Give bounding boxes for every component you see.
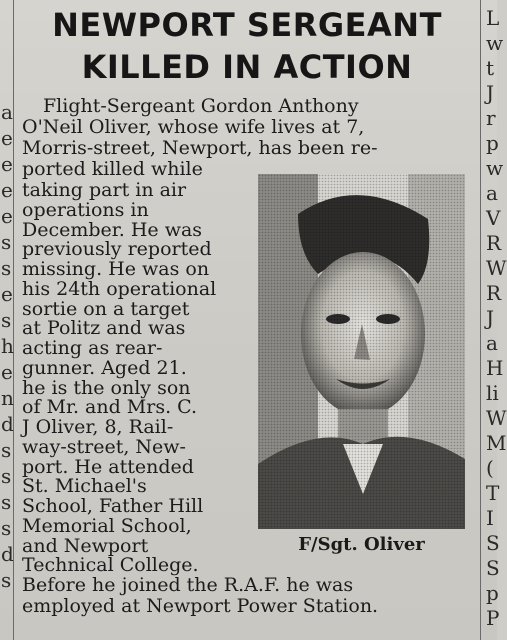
portrait-photo <box>258 174 465 529</box>
left-column-fragment <box>0 0 12 640</box>
adjacent-column-letter: J <box>486 81 495 105</box>
adjacent-column-letter: M <box>486 431 507 455</box>
right-column-fragment <box>483 0 507 640</box>
adjacent-column-letter: H <box>486 356 504 380</box>
adjacent-column-letter: li <box>486 381 499 405</box>
adjacent-column-letter: T <box>486 481 500 505</box>
body-line: Flight-Sergeant Gordon Anthony <box>43 95 359 117</box>
adjacent-column-letter: e <box>1 282 13 306</box>
body-line: previously reported <box>22 238 212 261</box>
adjacent-column-letter: a <box>486 331 498 355</box>
adjacent-column-letter: R <box>486 231 502 255</box>
body-line: operations in <box>22 198 149 221</box>
adjacent-column-letter: e <box>1 126 13 150</box>
body-line: employed at Newport Power Station. <box>22 595 379 617</box>
body-line: School, Father Hill <box>22 495 204 517</box>
adjacent-column-letter: e <box>1 178 13 202</box>
body-line: taking part in air <box>22 179 187 201</box>
adjacent-column-letter: S <box>486 531 500 555</box>
adjacent-column-letter: s <box>1 438 12 462</box>
adjacent-column-letter: d <box>1 542 14 566</box>
adjacent-column-letter: w <box>486 156 504 180</box>
adjacent-column-letter: ( <box>486 456 494 480</box>
body-line: missing. He was on <box>22 258 210 280</box>
adjacent-column-letter: a <box>486 181 498 205</box>
body-line: J Oliver, 8, Rail- <box>22 416 174 438</box>
body-line: ported killed while <box>22 158 203 180</box>
body-line: Morris-street, Newport, has been re- <box>22 137 378 159</box>
body-line: Before he joined the R.A.F. he was <box>22 574 354 596</box>
adjacent-column-letter: J <box>486 306 495 330</box>
headline-line-1: NEWPORT SERGEANT <box>52 6 442 44</box>
body-line: and Newport <box>22 534 149 557</box>
adjacent-column-letter: L <box>486 6 500 30</box>
adjacent-column-letter: t <box>486 56 495 80</box>
adjacent-column-letter: R <box>486 281 502 305</box>
adjacent-column-letter: d <box>1 412 14 436</box>
body-line: Technical College. <box>22 554 199 577</box>
body-line: port. He attended <box>22 455 194 478</box>
adjacent-column-letter: n <box>1 386 14 410</box>
adjacent-column-letter: p <box>486 131 499 155</box>
adjacent-column-letter: W <box>486 406 507 430</box>
adjacent-column-letter: s <box>1 256 12 280</box>
body-line: way-street, New- <box>22 435 186 458</box>
photo-caption: F/Sgt. Oliver <box>298 534 425 555</box>
adjacent-column-letter: e <box>1 152 13 176</box>
adjacent-column-letter: s <box>1 490 12 514</box>
adjacent-column-letter: p <box>486 581 499 605</box>
adjacent-column-letter: s <box>1 568 12 592</box>
adjacent-column-letter: P <box>486 606 500 630</box>
adjacent-column-letter: s <box>1 308 12 332</box>
body-line: O'Neil Oliver, whose wife lives at 7, <box>22 116 365 138</box>
adjacent-column-letter: I <box>486 506 494 530</box>
adjacent-column-letter: r <box>486 106 496 130</box>
adjacent-column-letter: w <box>486 31 504 55</box>
adjacent-column-letter: a <box>1 100 13 124</box>
body-line: St. Michael's <box>22 475 147 498</box>
adjacent-column-letter: e <box>1 360 13 384</box>
body-line: gunner. Aged 21. <box>22 356 187 379</box>
body-line: December. He was <box>22 218 203 241</box>
adjacent-column-letter: S <box>486 556 500 580</box>
headline-line-2: KILLED IN ACTION <box>81 48 413 86</box>
body-line: of Mr. and Mrs. C. <box>22 396 198 419</box>
adjacent-column-letter: s <box>1 464 12 488</box>
adjacent-column-letter: e <box>1 204 13 228</box>
body-line: at Politz and was <box>22 317 186 340</box>
body-line: his 24th operational <box>22 277 217 300</box>
adjacent-column-letter: W <box>486 256 507 280</box>
column-rule-right <box>480 0 481 640</box>
adjacent-column-letter: s <box>1 230 12 254</box>
body-line: he is the only son <box>22 376 191 399</box>
body-line: Memorial School, <box>22 514 192 537</box>
adjacent-column-letter: V <box>486 206 501 230</box>
body-line: sortie on a target <box>22 297 190 320</box>
body-line: acting as rear- <box>22 337 163 359</box>
adjacent-column-letter: h <box>1 334 14 358</box>
adjacent-column-letter: s <box>1 516 12 540</box>
